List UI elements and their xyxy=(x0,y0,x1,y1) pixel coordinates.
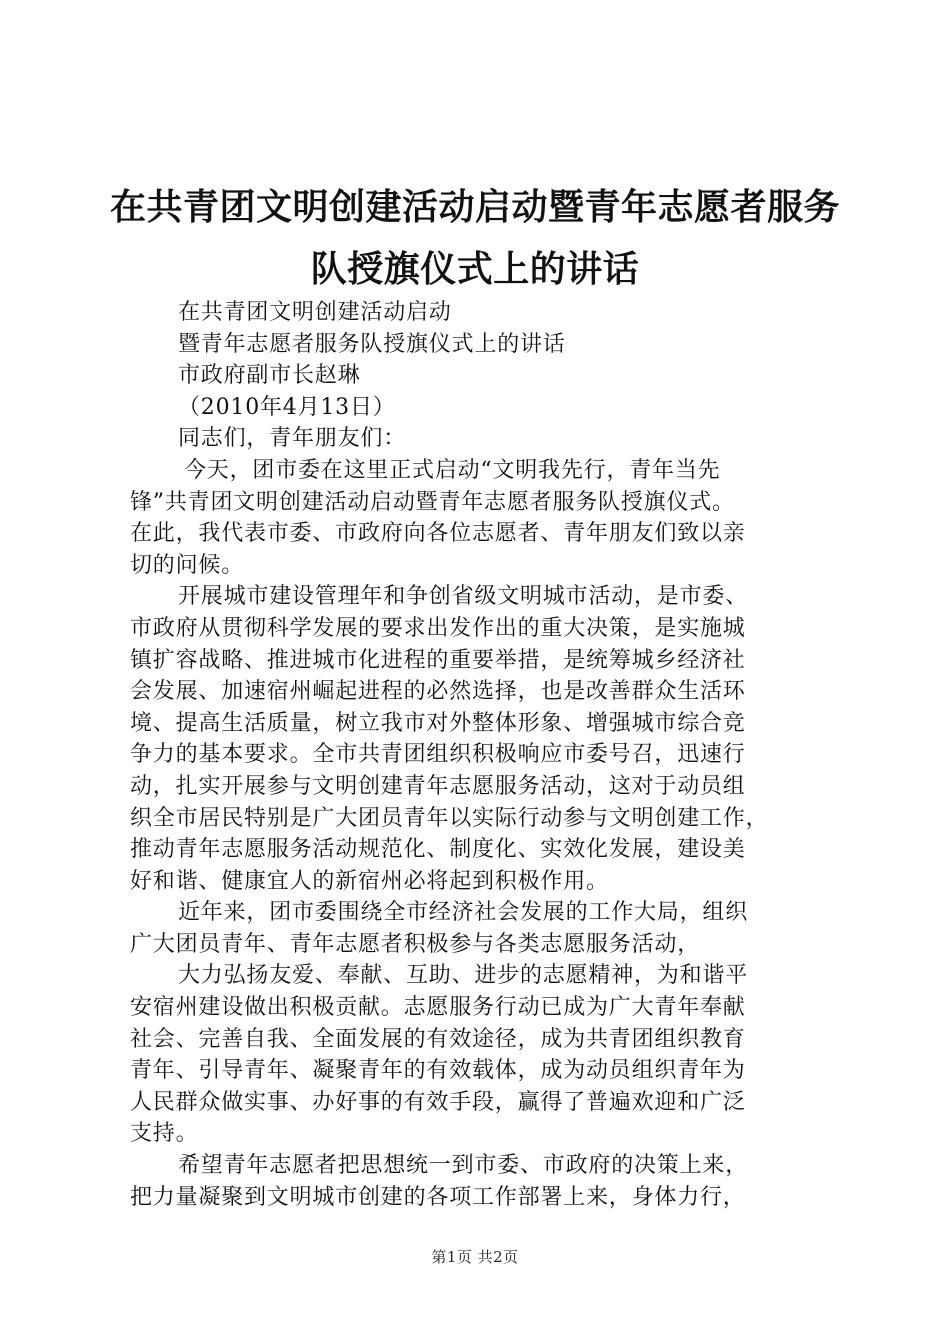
body-line: 同志们，青年朋友们： xyxy=(178,426,407,452)
body-line: 社会、完善自我、全面发展的有效途径，成为共青团组织教育 xyxy=(130,1026,746,1052)
body-line: 争力的基本要求。全市共青团组织积极响应市委号召，迅速行 xyxy=(130,742,746,768)
body-line: 市政府副市长赵琳 xyxy=(178,363,361,389)
body-line: 支持。 xyxy=(130,1121,199,1147)
body-line: 镇扩容战略、推进城市化进程的重要举措，是统筹城乡经济社 xyxy=(130,647,746,673)
body-line: 把力量凝聚到文明城市创建的各项工作部署上来，身体力行， xyxy=(130,1184,746,1210)
body-line: 会发展、加速宿州崛起进程的必然选择，也是改善群众生活环 xyxy=(130,679,746,705)
body-line: 锋”共青团文明创建活动启动暨青年志愿者服务队授旗仪式。 xyxy=(130,489,735,515)
body-line: 市政府从贯彻科学发展的要求出发作出的重大决策，是实施城 xyxy=(130,615,746,641)
body-line: 人民群众做实事、办好事的有效手段，赢得了普遍欢迎和广泛 xyxy=(130,1089,746,1115)
body-line: 暨青年志愿者服务队授旗仪式上的讲话 xyxy=(178,331,566,357)
body-line: 安宿州建设做出积极贡献。志愿服务行动已成为广大青年奉献 xyxy=(130,995,746,1021)
page-footer: 第1页 共2页 xyxy=(431,1248,519,1266)
body-line: 在共青团文明创建活动启动 xyxy=(178,300,452,325)
body-line: 希望青年志愿者把思想统一到市委、市政府的决策上来， xyxy=(178,1153,749,1179)
body-line: 境、提高生活质量，树立我市对外整体形象、增强城市综合竞 xyxy=(130,710,746,736)
body-line: 大力弘扬友爱、奉献、互助、进步的志愿精神，为和谐平 xyxy=(178,963,749,989)
document-body xyxy=(130,297,830,1213)
body-line: （2010年4月13日） xyxy=(178,394,396,420)
document-title-line-2: 队授旗仪式上的讲话 xyxy=(310,249,640,290)
body-line: 推动青年志愿服务活动规范化、制度化、实效化发展，建设美 xyxy=(130,837,746,863)
body-line: 动，扎实开展参与文明创建青年志愿服务活动，这对于动员组 xyxy=(130,773,746,799)
body-line: 切的问候。 xyxy=(130,552,245,578)
body-line: 好和谐、健康宜人的新宿州必将起到积极作用。 xyxy=(130,868,609,894)
body-line: 近年来，团市委围绕全市经济社会发展的工作大局，组织 xyxy=(178,900,749,926)
body-line: 在此，我代表市委、市政府向各位志愿者、青年朋友们致以亲 xyxy=(130,521,746,547)
body-line: 今天，团市委在这里正式启动“文明我先行，青年当先 xyxy=(184,457,721,483)
body-line: 广大团员青年、青年志愿者积极参与各类志愿服务活动， xyxy=(130,931,701,957)
document-title-line-1: 在共青团文明创建活动启动暨青年志愿者服务 xyxy=(109,187,840,228)
body-line: 开展城市建设管理年和争创省级文明城市活动，是市委、 xyxy=(178,584,749,610)
body-line: 织全市居民特别是广大团员青年以实际行动参与文明创建工作， xyxy=(130,805,769,831)
body-line: 青年、引导青年、凝聚青年的有效载体，成为动员组织青年为 xyxy=(130,1058,746,1084)
